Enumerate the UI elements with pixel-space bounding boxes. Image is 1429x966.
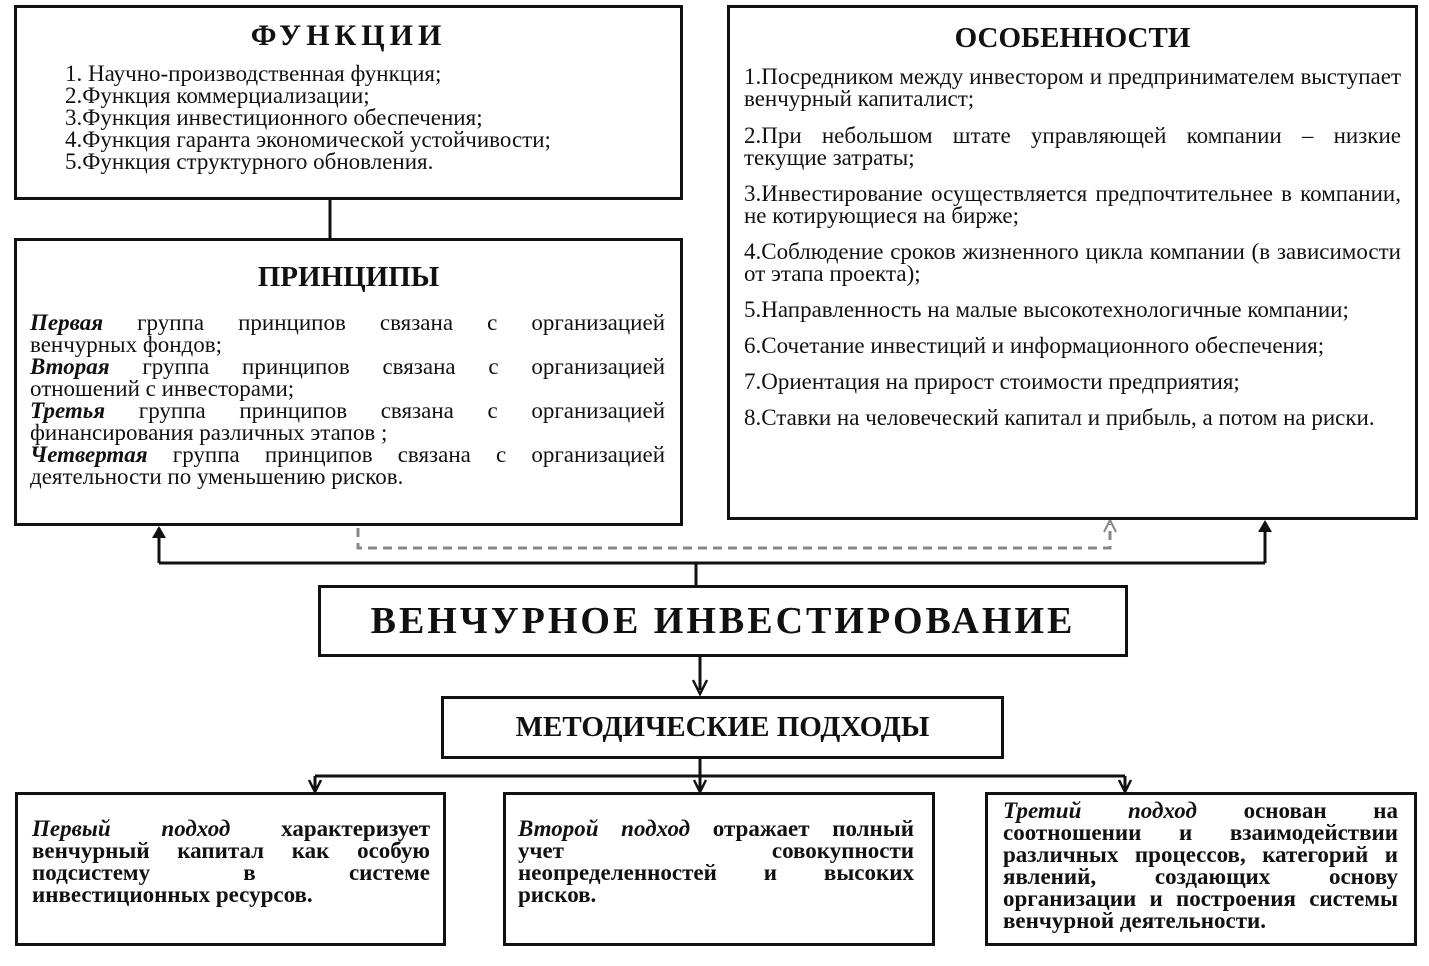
dashed-link [358,524,1110,548]
principle-group-line [30,356,665,378]
functions-item: 3.Функция инвестиционного обеспечения; [65,105,483,130]
features-title: ОСОБЕННОСТИ [954,22,1191,54]
functions-item: 1. Научно-производственная функция; [65,61,442,86]
venture-title: ВЕНЧУРНОЕ ИНВЕСТИРОВАНИЕ [370,600,1076,642]
principle-group-line [30,400,665,422]
methods-box [441,696,1004,759]
features-item: 2.При небольшом штате управляющей компании – низкие текущие затраты; [744,123,1401,170]
principle-group-lead: Первая [30,310,104,335]
principle-group-lead: Третья [30,398,106,423]
functions-title: ФУНКЦИИ [250,19,447,52]
approach-box-first [15,792,446,946]
principle-group-line [30,444,665,466]
approach-text [518,818,914,906]
principle-group-line: венчурных фондов; [30,332,222,357]
dashed-link-head [1104,520,1116,532]
features-item: 5.Направленность на малые высокотехнологичные компании; [744,297,1349,322]
principle-group-line: деятельности по уменьшению рисков. [30,464,404,489]
functions-box [14,5,683,200]
venture-box [318,585,1128,657]
features-item: 1.Посредником между инвестором и предпринимателем выступает венчурный капиталист; [744,64,1401,111]
principle-group-lead: Четвертая [30,442,148,467]
approach-box-third [985,792,1417,946]
approach-lead: Второй подход [518,816,691,841]
approach-lead: Третий подход [1003,798,1197,823]
principle-group-text: группа принципов связана с организацией [138,398,666,423]
features-list [744,66,1401,429]
approach-description: отражает полный учет совокупности неопределенностей и высоких рисков. [518,816,915,907]
functions-list [65,63,680,173]
principle-group-text: группа принципов связана с организацией [142,354,666,379]
principles-title: ПРИНЦИПЫ [257,261,440,293]
features-box [727,5,1418,520]
approach-text [1003,800,1398,932]
principles-list [30,312,665,488]
approach-text [32,818,430,906]
features-item: 4.Соблюдение сроков жизненного цикла компании (в зависимости от этапа проекта); [744,239,1401,286]
principle-group-lead: Вторая [30,354,110,379]
principle-group-line [30,312,665,334]
principle-group-line: отношений с инвесторами; [30,376,295,401]
methods-title: МЕТОДИЧЕСКИЕ ПОДХОДЫ [515,711,930,743]
approach-description: основан на соотношении и взаимодействии различных процессов, категорий и явлений, создающих основу организации и построения системы венчурной деятельности. [1003,798,1399,933]
approach-lead: Первый подход [32,816,231,841]
approach-box-second [503,792,935,946]
principle-group-text: группа принципов связана с организацией [172,442,666,467]
principle-group-text: группа принципов связана с организацией [137,310,666,335]
features-item: 7.Ориентация на прирост стоимости предприятия; [744,369,1240,394]
functions-item: 5.Функция структурного обновления. [65,149,434,174]
approach-description: характеризует венчурный капитал как особую подсистему в системе инвестиционных ресурсов. [32,816,431,907]
principles-box [14,238,683,526]
features-item: 6.Сочетание инвестиций и информационного обеспечения; [744,333,1325,358]
arrow-to-principles-head [152,526,166,538]
features-item: 3.Инвестирование осуществляется предпочтительнее в компании, не котирующиеся на бирже; [744,181,1401,228]
functions-item: 2.Функция коммерциализации; [65,83,370,108]
functions-item: 4.Функция гаранта экономической устойчивости; [65,127,551,152]
features-item: 8.Ставки на человеческий капитал и прибыль, а потом на риски. [744,405,1375,430]
arrow-to-features-head [1258,520,1272,532]
principle-group-line: финансирования различных этапов ; [30,420,388,445]
